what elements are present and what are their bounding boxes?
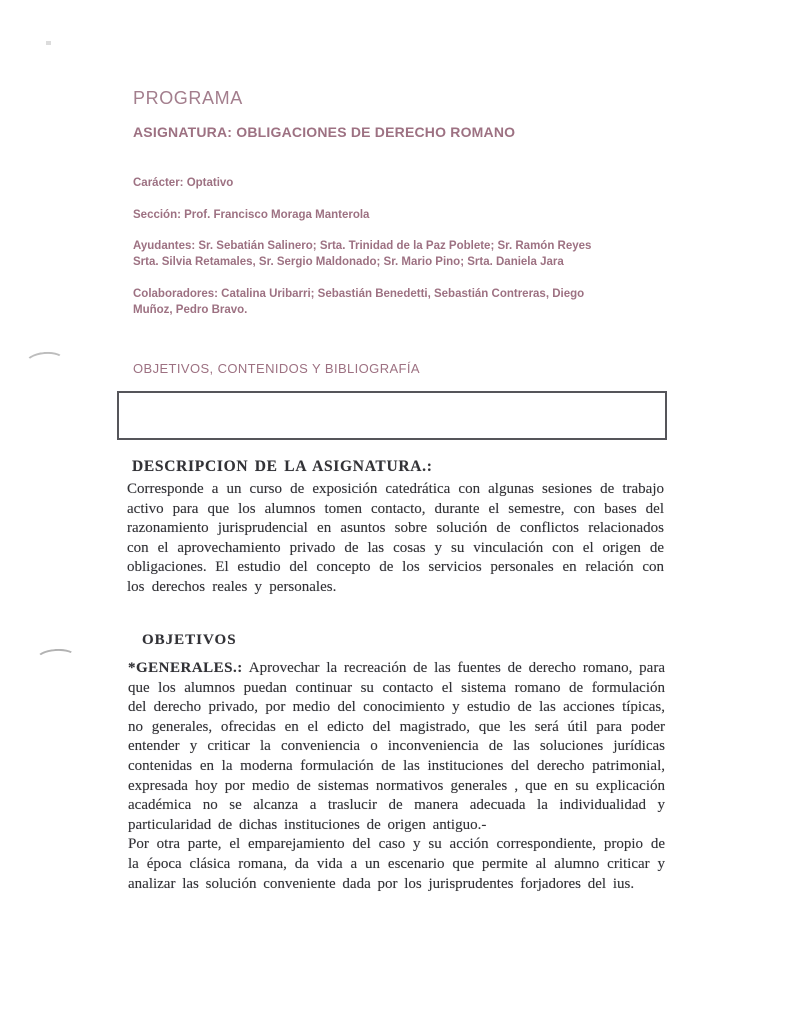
general-objectives-section bbox=[128, 659, 665, 894]
assistants-line-1: Ayudantes: Sr. Sebatián Salinero; Srta. Trinidad de la Paz Poblete; Sr. Ramón Reyes bbox=[133, 240, 592, 252]
objectives-heading: OBJETIVOS bbox=[142, 632, 237, 648]
course-collaborators bbox=[133, 287, 584, 318]
course-title: ASIGNATURA: OBLIGACIONES DE DERECHO ROMANO bbox=[133, 124, 516, 140]
empty-ruled-box bbox=[117, 391, 667, 440]
course-assistants bbox=[133, 239, 591, 270]
collaborators-line-2: Muñoz, Pedro Bravo. bbox=[133, 303, 248, 316]
program-title: PROGRAMA bbox=[133, 88, 243, 108]
course-section-professor: Sección: Prof. Francisco Moraga Manterola bbox=[133, 209, 370, 221]
general-objectives-paragraph bbox=[128, 659, 665, 835]
second-objectives-paragraph: Por otra parte, el emparejamiento del caso y su acción correspondiente, propio de la época clásica romana, da vida a un escenario que permite al alumno criticar y analizar las solución conveniente dada por los jurisprudentes forjadores del ius. bbox=[128, 836, 665, 892]
assistants-line-2: Srta. Silvia Retamales, Sr. Sergio Maldonado; Sr. Mario Pino; Srta. Daniela Jara bbox=[133, 255, 564, 268]
collaborators-line-1: Colaboradores: Catalina Uribarri; Sebastián Benedetti, Sebastián Contreras, Diego bbox=[133, 288, 585, 300]
description-heading: DESCRIPCION DE LA ASIGNATURA.: bbox=[132, 458, 433, 475]
description-paragraph: Corresponde a un curso de exposición catedrática con algunas sesiones de trabajo activo para que los alumnos tomen contacto, durante el semestre, con bases del razonamiento jurisprudencial en asuntos sobre solución de conflictos relacionados con el aprovechamiento privado de las cosas y su vinculación con el origen de obligaciones. El estudio del concepto de los servicios personales en relación con los derechos reales y personales. bbox=[127, 481, 664, 595]
pen-arc-mark-top bbox=[24, 350, 66, 373]
scan-speck-mark bbox=[46, 41, 51, 45]
generales-text: Aprovechar la recreación de las fuentes de derecho romano, para que los alumnos puedan continuar su contacto el sistema romano de formulación del derecho privado, por medio del conocimiento y estudio de las acciones típicas, no generales, ofrecidas en el edicto del magistrado, que les será útil para poder entender y criticar la conveniencia o inconveniencia de las soluciones jurídicas contenidas en la moderna formulación de las instituciones del derecho patrimonial, expresada hoy por medio de sistemas normativos generales , que en su explicación académica no se alcanza a traslucir de manera adecuada la individualidad y particularidad de dichas instituciones de origen antiguo.- bbox=[128, 660, 665, 833]
course-character: Carácter: Optativo bbox=[133, 177, 234, 189]
objectives-contents-bibliography-heading: OBJETIVOS, CONTENIDOS Y BIBLIOGRAFÍA bbox=[133, 361, 420, 376]
pen-arc-mark-bottom bbox=[35, 648, 76, 669]
generales-label: *GENERALES.: bbox=[128, 660, 243, 676]
